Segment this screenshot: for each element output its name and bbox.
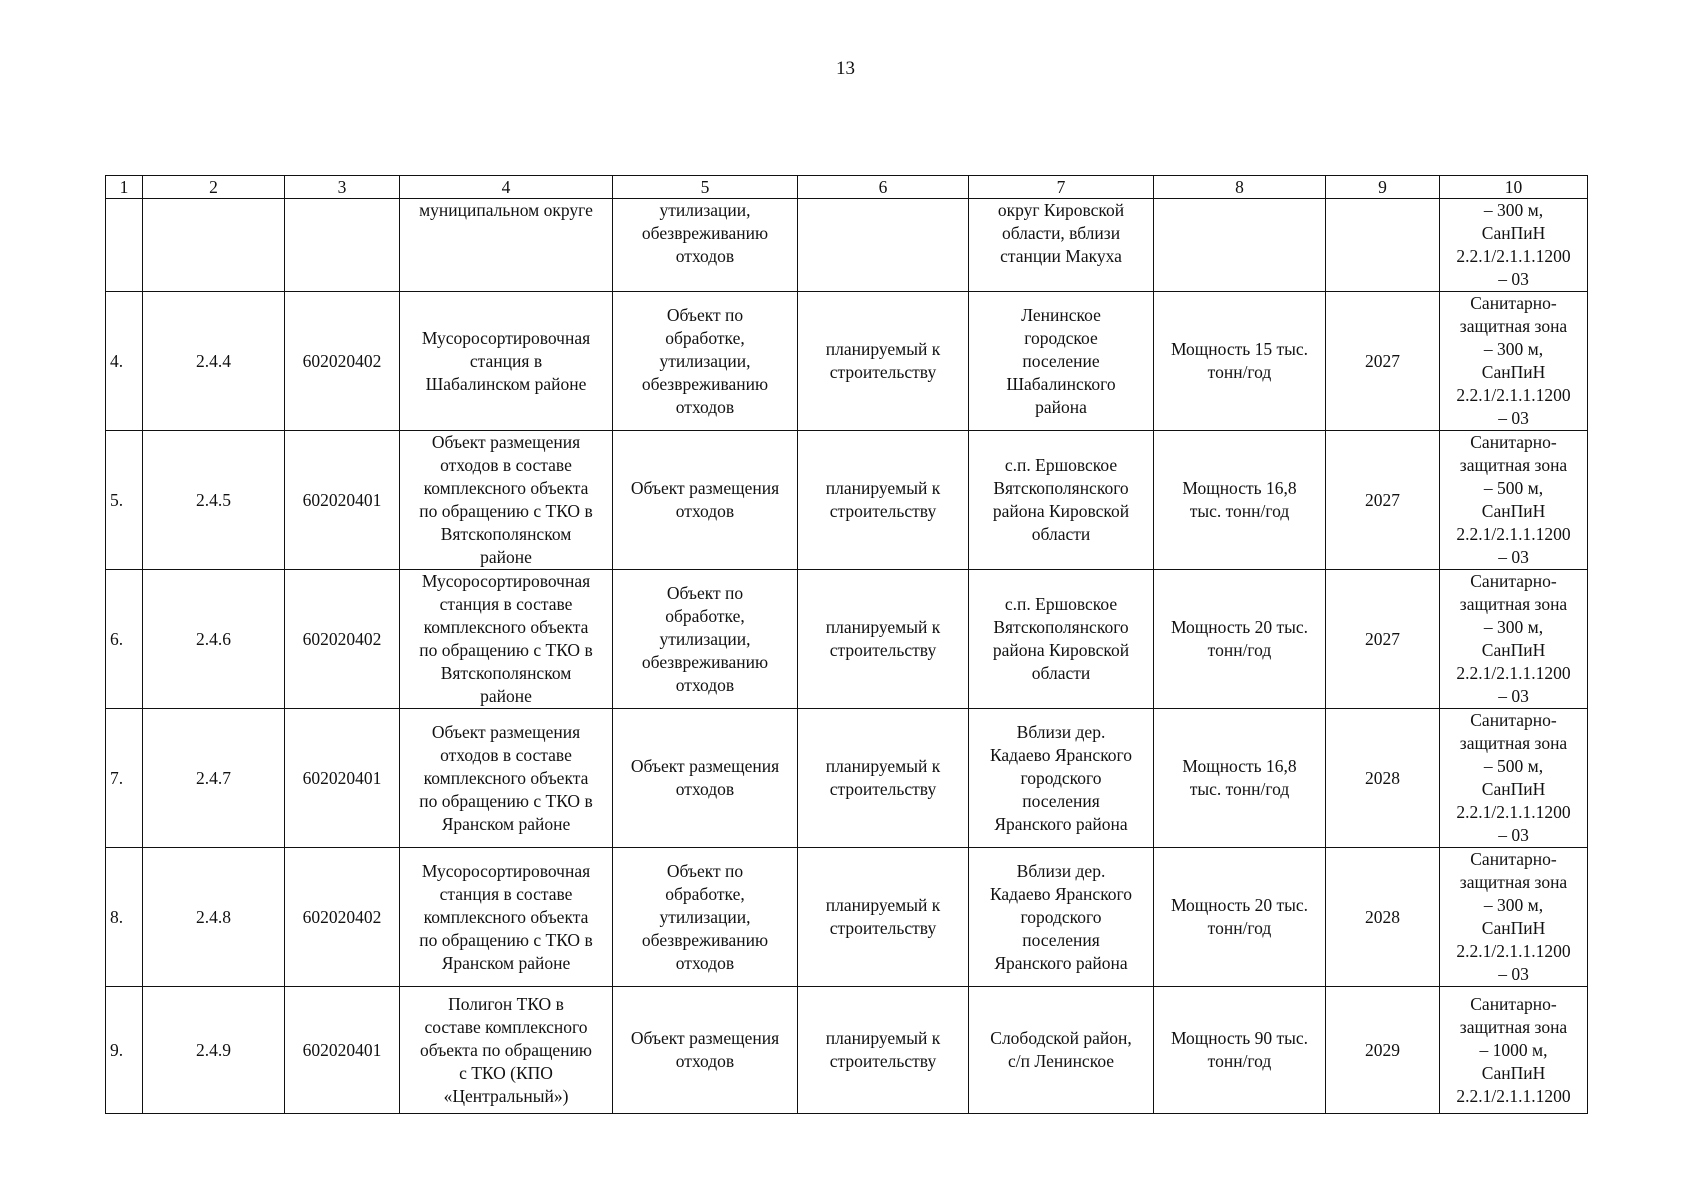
cell-location: с.п. Ершовское Вятскополянского района Кировской области <box>969 431 1154 570</box>
cell-year: 2027 <box>1326 431 1440 570</box>
cell-index: 2.4.8 <box>143 848 285 987</box>
cell-object-name: Мусоросортировочная станция в составе комплексного объекта по обращению с ТКО в Вятскополянском районе <box>400 570 613 709</box>
cell-status: планируемый к строительству <box>798 570 969 709</box>
cell-status: планируемый к строительству <box>798 292 969 431</box>
cell-capacity: Мощность 15 тыс. тонн/год <box>1154 292 1326 431</box>
cell-row-number: 5. <box>106 431 143 570</box>
cell-code <box>285 199 400 292</box>
cell-row-number: 7. <box>106 709 143 848</box>
column-header: 8 <box>1154 176 1326 199</box>
cell-object-name: муниципальном округе <box>400 199 613 292</box>
cell-index: 2.4.4 <box>143 292 285 431</box>
cell-location: с.п. Ершовское Вятскополянского района Кировской области <box>969 570 1154 709</box>
cell-protection-zone: Санитарно- защитная зона – 1000 м, СанПиН 2.2.1/2.1.1.1200 <box>1440 987 1588 1114</box>
cell-protection-zone: Санитарно- защитная зона – 300 м, СанПиН 2.2.1/2.1.1.1200 – 03 <box>1440 292 1588 431</box>
cell-purpose: Объект размещения отходов <box>613 987 798 1114</box>
cell-index <box>143 199 285 292</box>
table-row <box>106 292 1588 431</box>
table-row <box>106 709 1588 848</box>
cell-status: планируемый к строительству <box>798 848 969 987</box>
cell-capacity: Мощность 20 тыс. тонн/год <box>1154 570 1326 709</box>
cell-code: 602020402 <box>285 848 400 987</box>
cell-object-name: Объект размещения отходов в составе комплексного объекта по обращению с ТКО в Яранском районе <box>400 709 613 848</box>
cell-purpose: Объект размещения отходов <box>613 709 798 848</box>
cell-purpose: Объект по обработке, утилизации, обезвреживанию отходов <box>613 848 798 987</box>
cell-status: планируемый к строительству <box>798 431 969 570</box>
cell-code: 602020402 <box>285 570 400 709</box>
cell-object-name: Мусоросортировочная станция в Шабалинском районе <box>400 292 613 431</box>
cell-object-name: Объект размещения отходов в составе комплексного объекта по обращению с ТКО в Вятскополянском районе <box>400 431 613 570</box>
page-number: 13 <box>836 58 855 79</box>
cell-year <box>1326 199 1440 292</box>
cell-code: 602020401 <box>285 709 400 848</box>
column-number-header-row <box>106 176 1588 199</box>
cell-status: планируемый к строительству <box>798 987 969 1114</box>
table-row <box>106 431 1588 570</box>
objects-table <box>105 175 1588 1114</box>
cell-year: 2029 <box>1326 987 1440 1114</box>
cell-code: 602020402 <box>285 292 400 431</box>
cell-capacity: Мощность 16,8 тыс. тонн/год <box>1154 709 1326 848</box>
column-header: 2 <box>143 176 285 199</box>
column-header: 9 <box>1326 176 1440 199</box>
cell-row-number <box>106 199 143 292</box>
column-header: 7 <box>969 176 1154 199</box>
cell-index: 2.4.6 <box>143 570 285 709</box>
cell-index: 2.4.9 <box>143 987 285 1114</box>
cell-capacity: Мощность 90 тыс. тонн/год <box>1154 987 1326 1114</box>
column-header: 4 <box>400 176 613 199</box>
cell-object-name: Полигон ТКО в составе комплексного объекта по обращению с ТКО (КПО «Центральный») <box>400 987 613 1114</box>
cell-row-number: 6. <box>106 570 143 709</box>
table-row <box>106 570 1588 709</box>
cell-index: 2.4.5 <box>143 431 285 570</box>
cell-purpose: Объект по обработке, утилизации, обезвреживанию отходов <box>613 570 798 709</box>
column-header: 3 <box>285 176 400 199</box>
column-header: 10 <box>1440 176 1588 199</box>
cell-row-number: 9. <box>106 987 143 1114</box>
cell-capacity: Мощность 16,8 тыс. тонн/год <box>1154 431 1326 570</box>
column-header: 6 <box>798 176 969 199</box>
cell-protection-zone: – 300 м, СанПиН 2.2.1/2.1.1.1200 – 03 <box>1440 199 1588 292</box>
cell-location: Вблизи дер. Кадаево Яранского городского поселения Яранского района <box>969 848 1154 987</box>
table-row-continuation <box>106 199 1588 292</box>
table-row <box>106 848 1588 987</box>
cell-code: 602020401 <box>285 431 400 570</box>
cell-location: Ленинское городское поселение Шабалинского района <box>969 292 1154 431</box>
cell-capacity <box>1154 199 1326 292</box>
cell-capacity: Мощность 20 тыс. тонн/год <box>1154 848 1326 987</box>
cell-status: планируемый к строительству <box>798 709 969 848</box>
cell-purpose: утилизации, обезвреживанию отходов <box>613 199 798 292</box>
cell-location: Слободской район, с/п Ленинское <box>969 987 1154 1114</box>
cell-code: 602020401 <box>285 987 400 1114</box>
cell-year: 2027 <box>1326 570 1440 709</box>
column-header: 5 <box>613 176 798 199</box>
cell-protection-zone: Санитарно- защитная зона – 500 м, СанПиН 2.2.1/2.1.1.1200 – 03 <box>1440 709 1588 848</box>
cell-purpose: Объект по обработке, утилизации, обезвреживанию отходов <box>613 292 798 431</box>
cell-row-number: 4. <box>106 292 143 431</box>
table-row <box>106 987 1588 1114</box>
cell-index: 2.4.7 <box>143 709 285 848</box>
cell-protection-zone: Санитарно- защитная зона – 300 м, СанПиН 2.2.1/2.1.1.1200 – 03 <box>1440 848 1588 987</box>
cell-location: округ Кировской области, вблизи станции Макуха <box>969 199 1154 292</box>
cell-location: Вблизи дер. Кадаево Яранского городского поселения Яранского района <box>969 709 1154 848</box>
cell-year: 2028 <box>1326 709 1440 848</box>
cell-row-number: 8. <box>106 848 143 987</box>
cell-status <box>798 199 969 292</box>
cell-purpose: Объект размещения отходов <box>613 431 798 570</box>
cell-year: 2028 <box>1326 848 1440 987</box>
column-header: 1 <box>106 176 143 199</box>
cell-protection-zone: Санитарно- защитная зона – 500 м, СанПиН 2.2.1/2.1.1.1200 – 03 <box>1440 431 1588 570</box>
cell-object-name: Мусоросортировочная станция в составе комплексного объекта по обращению с ТКО в Яранском районе <box>400 848 613 987</box>
cell-year: 2027 <box>1326 292 1440 431</box>
cell-protection-zone: Санитарно- защитная зона – 300 м, СанПиН 2.2.1/2.1.1.1200 – 03 <box>1440 570 1588 709</box>
